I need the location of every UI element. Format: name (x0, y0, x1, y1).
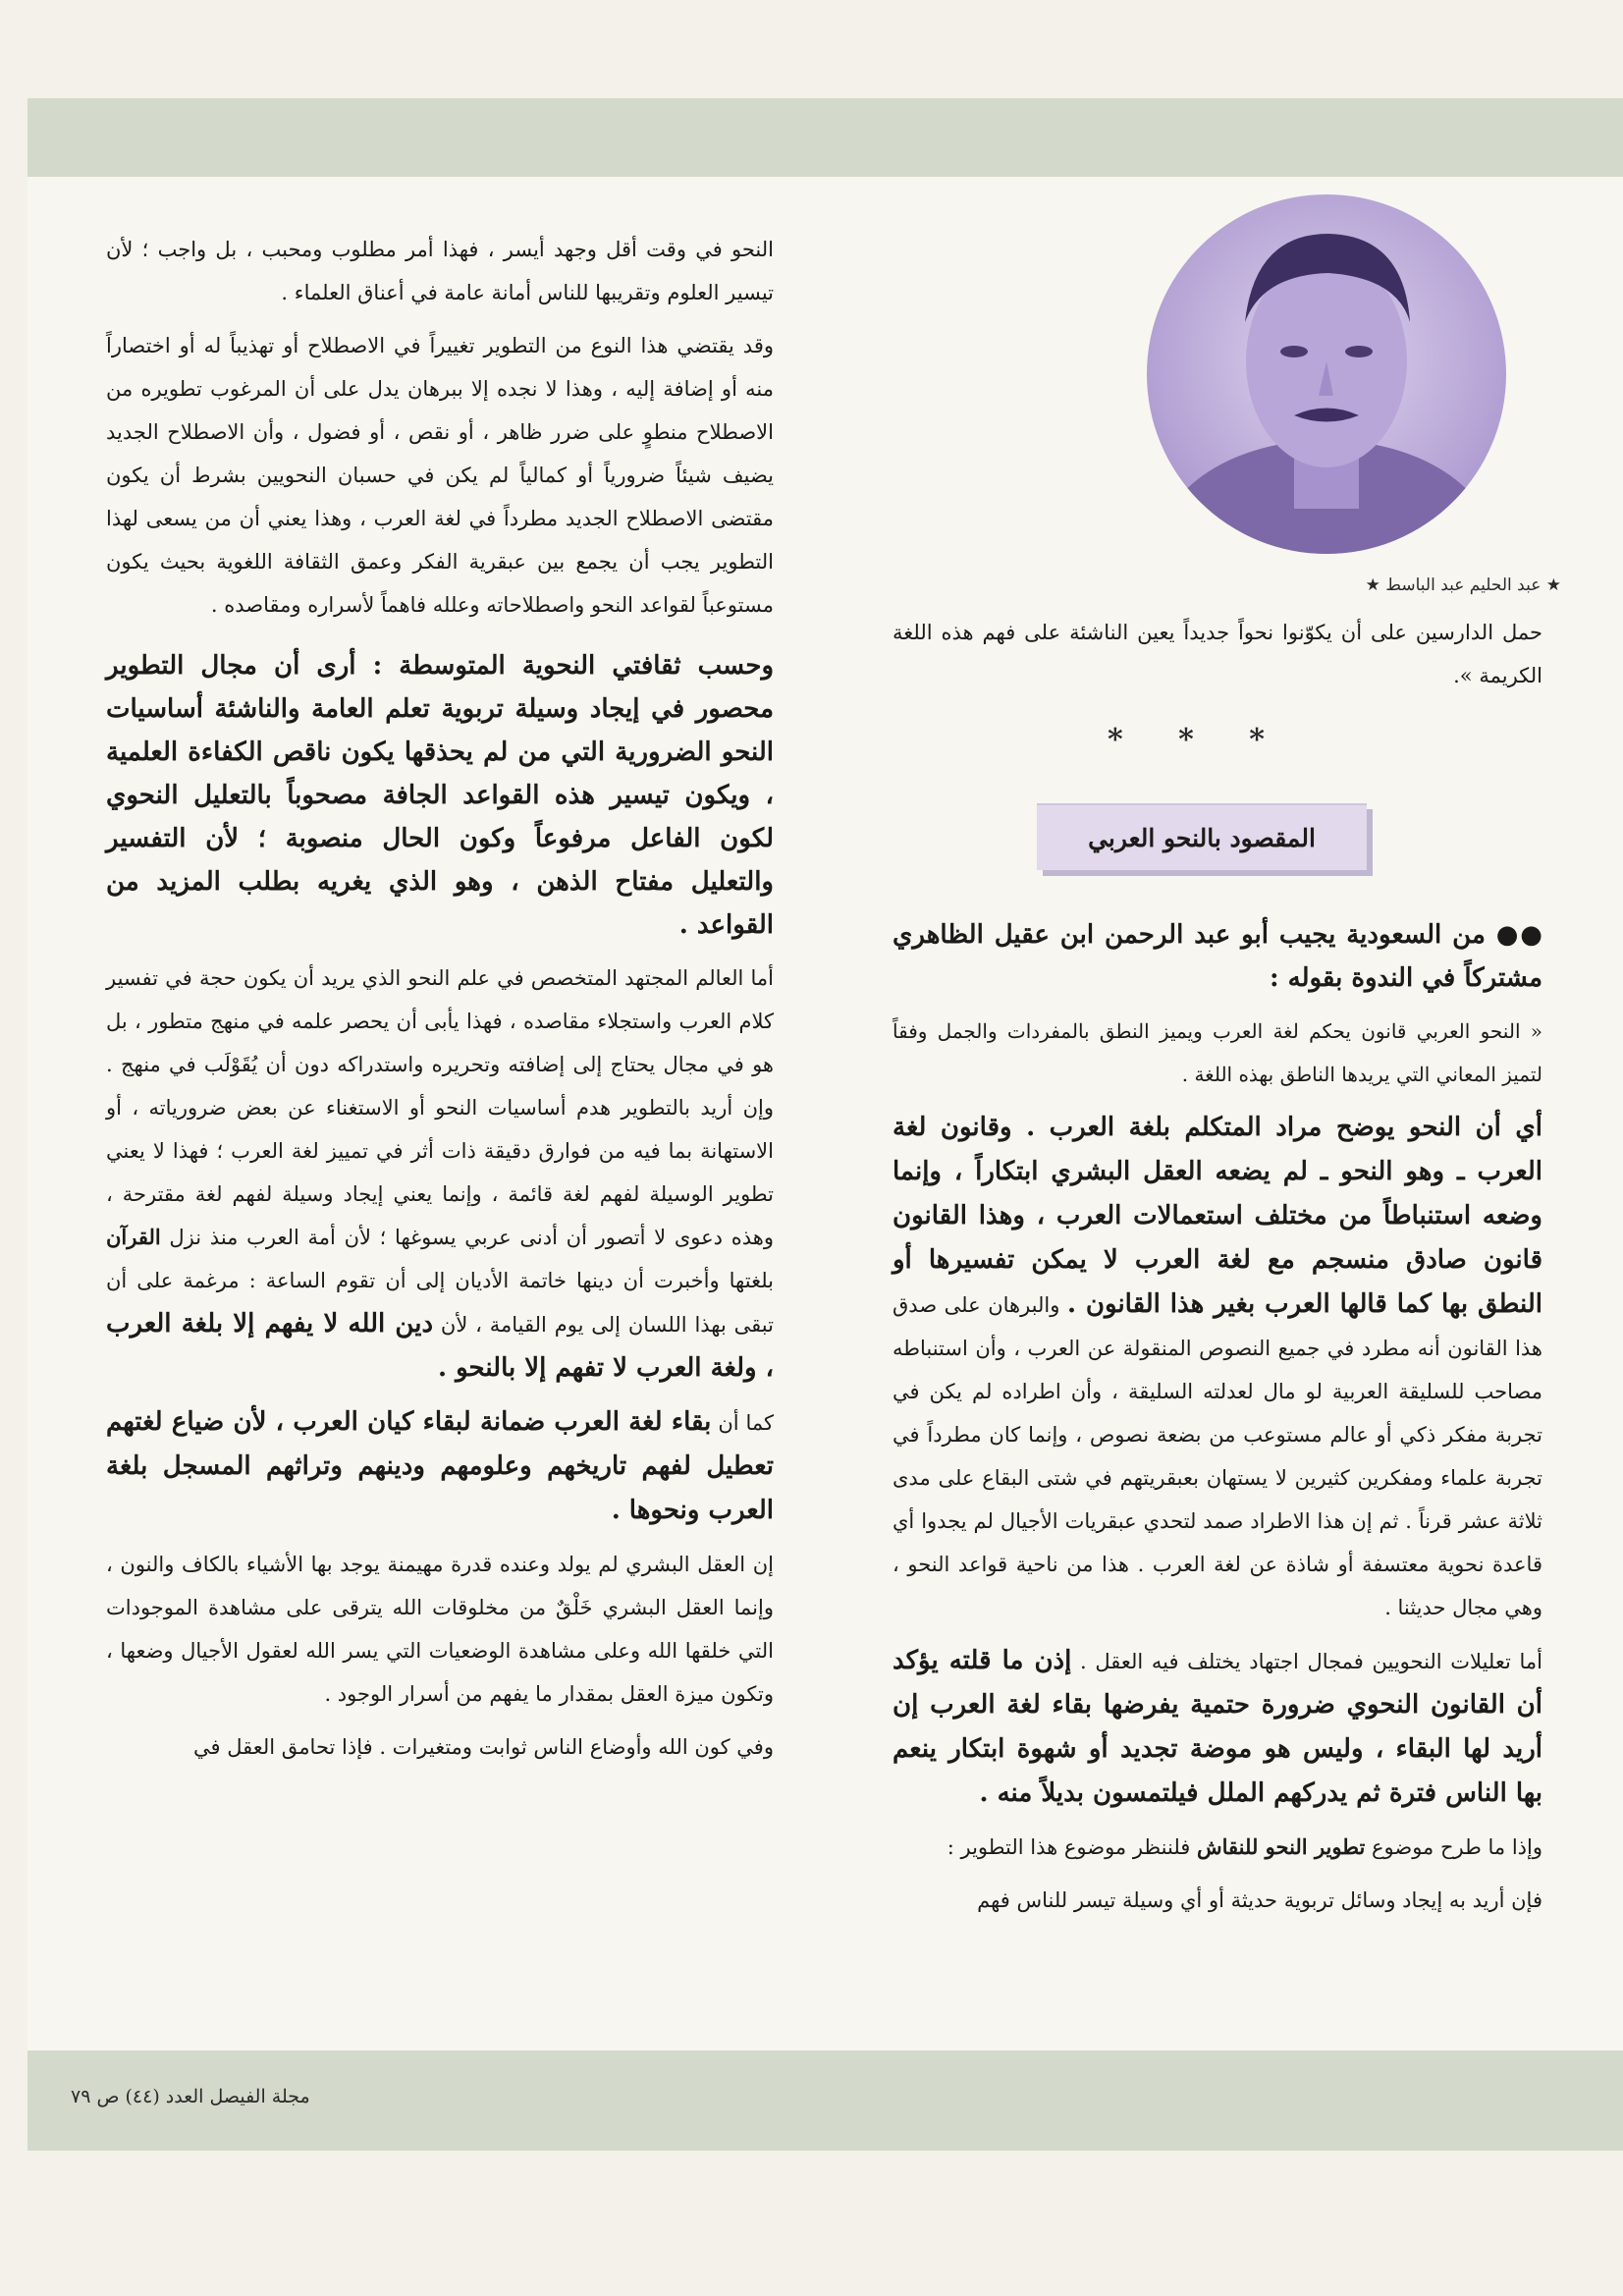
right-paragraph-3-bold: إذن ما قلته يؤكد أن القانون النحوي ضرورة حتمية يفرضها بقاء لغة العرب إن أريد لها البقاء ، وليس هو موضة تجديد أو شهوة ابتكار ينعم بها الناس فترة ثم يدركهم الملل فيلتمسون بديلاً منه . (893, 1646, 1542, 1808)
left-paragraph-3: وحسب ثقافتي النحوية المتوسطة : أرى أن مجال التطوير محصور في إيجاد وسيلة تربوية تعلم العامة والناشئة أساسيات النحو الضرورية التي من لم يحذقها يكون ناقص الكفاءة العلمية ، ويكون تيسير هذه القواعد الجافة مصحوباً بالتعليل النحوي لكون الفاعل مرفوعاً وكون الحال منصوبة ؛ لأن التفسير والتعليل مفتاح الذهن ، وهو الذي يغريه بطلب المزيد من القواعد . (106, 651, 775, 940)
left-paragraph-6: إن العقل البشري لم يولد وعنده قدرة مهيمنة يوجد بها الأشياء بالكاف والنون ، وإنما العقل البشري خَلْقٌ من مخلوقات الله يترقى على مشاهدة الموجودات التي خلقها الله وعلى مشاهدة الوضعيات التي يسر الله لعقول الأجيال وضعها ، وتكون ميزة العقل بمقدار ما يفهم من أسرار الوجود . (106, 1553, 774, 1706)
left-paragraph-4 (106, 957, 774, 1391)
left-paragraph-2: وقد يقتضي هذا النوع من التطوير تغييراً في الاصطلاح أو تهذيباً له أو اختصاراً منه أو إضافة إليه ، وهذا لا نجده إلا ببرهان يدل على أن المرغوب تطويره من الاصطلاح منطوٍ على ضرر ظاهر ، أو نقص ، أو فضول ، وأن الاصطلاح الجديد يضيف شيئاً ضرورياً أو كمالياً لم يكن في حسبان النحويين بشرط أن يكون مقتضى الاصطلاح الجديد مطرداً في لغة العرب ، وهذا يعني أن من يسعى لهذا التطوير يجب أن يجمع بين عبقرية الفكر وعمق الثقافة اللغوية بحيث يكون مستوعباً لقواعد النحو واصطلاحاته وعلله فاهماً لأسراره ومقاصده . (106, 334, 774, 617)
right-paragraph-5: فإن أريد به إيجاد وسائل تربوية حديثة أو أي وسيلة تيسر للناس فهم (977, 1888, 1542, 1912)
left-paragraph-1: النحو في وقت أقل وجهد أيسر ، فهذا أمر مطلوب ومحبب ، بل واجب ؛ لأن تيسير العلوم وتقريبها للناس أمانة عامة في أعناق العلماء . (106, 238, 774, 304)
left-paragraph-4-b: بلغتها وأخبرت أن دينها خاتمة الأديان إلى أن تقوم الساعة : مرغمة على أن تبقى بهذا اللسان إلى يوم القيامة ، لأن (106, 1269, 774, 1337)
left-paragraph-7: وفي كون الله وأوضاع الناس ثوابت ومتغيرات . فإذا تحامق العقل في (193, 1735, 774, 1759)
top-band (27, 98, 1623, 177)
star: * (1249, 723, 1265, 757)
right-paragraph-2 (893, 1106, 1542, 1629)
right-paragraph-1: ●● من السعودية يجيب أبو عبد الرحمن ابن عقيل الظاهري مشتركاً في الندوة بقوله : (893, 920, 1542, 993)
left-paragraph-5 (106, 1400, 774, 1533)
portrait-caption: ★ عبد الحليم عبد الباسط ★ (1365, 575, 1561, 595)
left-paragraph-4-bold: دين الله لا يفهم إلا بلغة العرب ، ولغة العرب لا تفهم إلا بالنحو . (106, 1309, 774, 1383)
section-separator (1108, 723, 1265, 757)
left-paragraph-4-quran: القرآن (106, 1225, 161, 1249)
left-paragraph-5-bold: بقاء لغة العرب ضمانة لبقاء كيان العرب ، لأن ضياع لغتهم تعطيل لفهم تاريخهم وعلومهم ودينهم وتراثهم المسجل بلغة العرب ونحوها . (106, 1407, 774, 1525)
portrait-photo (1147, 194, 1506, 554)
right-paragraph-3 (893, 1639, 1542, 1816)
left-paragraph-5-a: كما أن (718, 1411, 774, 1435)
page-footer: مجلة الفيصل العدد (٤٤) ص ٧٩ (71, 2086, 310, 2107)
portrait-drawing (1147, 194, 1506, 554)
left-paragraph-4-a: أما العالم المجتهد المتخصص في علم النحو الذي يريد أن يكون حجة في تفسير كلام العرب واستجلاء مقاصده ، فهذا يأبى أن يحصر علمه في منهج متطور ، بل هو في مجال يحتاج إلى إضافته وتحريره واستدراكه دون أن يُقَوْلَب في منهج . وإن أريد بالتطوير هدم أساسيات النحو أو الاستغناء عن بعض ضرورياته ، أو الاستهانة بما فيه من فوارق دقيقة ذات أثر في تمييز لغة العرب ؛ فهذا لا يعني تطوير الوسيلة لفهم لغة قائمة ، وإنما يعني إيجاد وسيلة لفهم لغة مقترحة ، وهذه دعوى لا أتصور أن أدنى عربي يسوغها ؛ لأن أمة العرب منذ نزل (106, 966, 774, 1249)
right-quote: « النحو العربي قانون يحكم لغة العرب ويميز النطق بالمفردات والجمل وفقاً لتميز المعاني التي يريدها الناطق بهذه اللغة . (893, 1019, 1542, 1086)
right-paragraph-3-start: أما تعليلات النحويين فمجال اجتهاد يختلف فيه العقل . (1080, 1650, 1542, 1673)
section-heading: المقصود بالنحو العربي (1037, 803, 1367, 870)
star: * (1108, 723, 1123, 757)
right-paragraph-4-b: فلننظر موضوع هذا التطوير : (947, 1835, 1191, 1859)
right-paragraph-4 (893, 1826, 1542, 1869)
right-paragraph-2-rest: والبرهان على صدق هذا القانون أنه مطرد في جميع النصوص المنقولة عن العرب ، وأن استنباطه مصاحب للسليقة العربية لو مال لعدلته السليقة ، وأن اطراده لم يكن في تجربة مفكر ذكي أو عالم مستوعب من بضعة نصوص ، وإنما كان مطرداً في تجربة علماء ومفكرين كثيرين لا يستهان بعبقريتهم في شتى البقاع على مدى ثلاثة عشر قرناً . ثم إن هذا الاطراد صمد لتحدي عبقريات الأجيال لم يجدوا أي قاعدة نحوية معتسفة أو شاذة عن لغة العرب . هذا من ناحية قواعد النحو ، وهي مجال حديثنا . (893, 1293, 1542, 1619)
left-column (106, 228, 774, 1778)
star: * (1178, 723, 1194, 757)
right-paragraph-4-a: وإذا ما طرح موضوع (1372, 1835, 1542, 1859)
right-paragraph-2-bold: أي أن النحو يوضح مراد المتكلم بلغة العرب . وقانون لغة العرب ـ وهو النحو ـ لم يضعه العقل البشري ابتكاراً ، وإنما وضعه استنباطاً من مختلف استعمالات العرب ، وهذا القانون قانون صادق منسجم مع لغة العرب لا يمكن تفسيرها أو النطق بها كما قالها العرب بغير هذا القانون . (893, 1113, 1542, 1319)
right-paragraph-4-bold: تطوير النحو للنقاش (1197, 1834, 1366, 1859)
intro-fragment: حمل الدارسين على أن يكوّنوا نحواً جديداً يعين الناشئة على فهم هذه اللغة الكريمة ». (893, 621, 1542, 687)
